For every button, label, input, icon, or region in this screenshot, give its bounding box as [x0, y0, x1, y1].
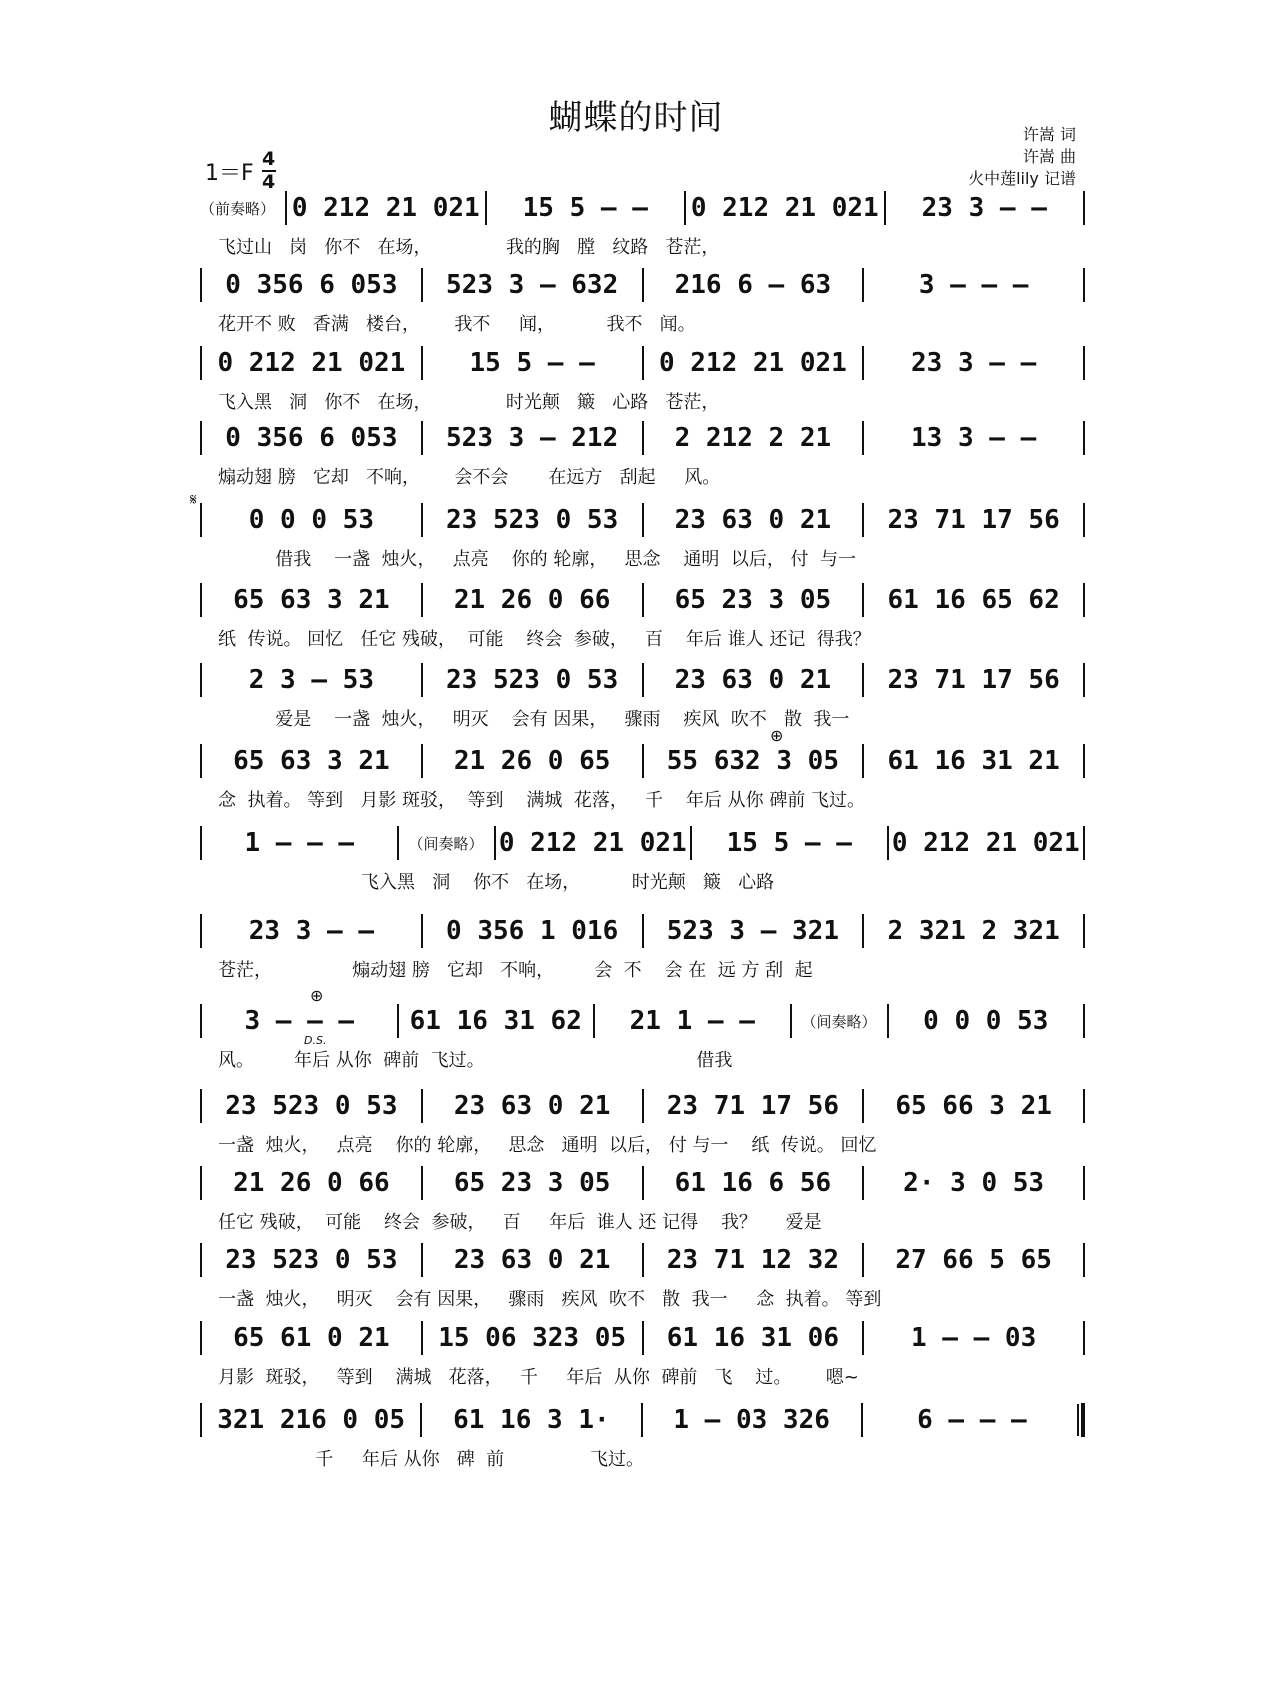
measure: 23 63 0 21 — [674, 505, 832, 535]
score-system — [200, 657, 1085, 737]
lyrics-line: 任它 残破， 可能 终会 参破， 百 年后 谁人 还 记得 我？ 爱是 — [218, 1212, 822, 1233]
measure: 1 – 03 326 — [673, 1405, 830, 1435]
notes-line — [200, 577, 1085, 623]
measure: 0 0 0 53 — [248, 505, 374, 535]
measure: 2 3 – 53 — [248, 665, 374, 695]
measure: 15 06 323 05 — [438, 1323, 627, 1353]
ds-marking: D.S. — [304, 1034, 327, 1047]
measure: 21 26 0 66 — [453, 585, 611, 615]
measure: 13 3 – – — [911, 423, 1037, 453]
meter-top: 4 — [262, 148, 276, 170]
score-system — [200, 820, 1085, 900]
coda-sign: ⊕ — [770, 726, 784, 745]
notes-line — [200, 262, 1085, 308]
measure: 523 3 – 321 — [666, 916, 839, 946]
measure: 1 – – – — [244, 828, 355, 858]
lyrics-line: 月影 斑驳， 等到 满城 花落， 千 年后 从你 碑前 飞 过。 嗯~ — [218, 1367, 859, 1388]
lyricist: 许嵩 词 — [1022, 125, 1076, 144]
measure: 61 16 65 62 — [887, 585, 1060, 615]
lyrics-line: 千 年后 从你 碑 前 飞过。 — [218, 1449, 645, 1470]
measure: 0 212 21 021 — [690, 193, 879, 223]
score-system — [200, 908, 1085, 988]
measure: 3 – – – — [244, 1006, 355, 1036]
score-system — [200, 262, 1085, 342]
measure: 61 16 3 1· — [453, 1405, 610, 1435]
notes-line — [200, 497, 1085, 543]
measure: 23 71 17 56 — [666, 1091, 839, 1121]
measure: 0 212 21 021 — [217, 348, 406, 378]
lyrics-line: 飞入黑 洞 你不 在场， 时光颠 簸 心路 — [218, 872, 775, 893]
measure: 1 – – 03 — [911, 1323, 1037, 1353]
measure: 23 71 17 56 — [887, 665, 1060, 695]
lyrics-line: 花开不 败 香满 楼台， 我不 闻， 我不 闻。 — [218, 314, 696, 335]
measure: 15 5 – – — [469, 348, 595, 378]
measure: 15 5 – – — [726, 828, 852, 858]
meter-bottom: 4 — [262, 171, 276, 193]
measure: 61 16 31 62 — [409, 1006, 582, 1036]
score-system — [200, 497, 1085, 577]
measure: 23 3 – – — [921, 193, 1047, 223]
measure: 21 26 0 65 — [453, 746, 611, 776]
measure: 23 63 0 21 — [453, 1091, 611, 1121]
lyrics-line: 一盏 烛火， 点亮 你的 轮廓， 思念 通明 以后， 付 与一 纸 传说。 回忆 — [218, 1135, 877, 1156]
coda-sign-2: ⊕ — [310, 986, 324, 1005]
lyrics-line: 念 执着。 等到 月影 斑驳， 等到 满城 花落， 千 年后 从你 碑前 飞过。 — [218, 790, 866, 811]
lyrics-line: 爱是 一盏 烛火， 明灭 会有 因果， 骤雨 疾风 吹不 散 我一 — [218, 709, 850, 730]
page-title: 蝴蝶的时间 — [548, 98, 724, 138]
section-note: （间奏略） — [408, 834, 484, 853]
measure: 0 212 21 021 — [658, 348, 847, 378]
notes-line — [200, 908, 1085, 954]
transcriber: 火中莲lily 记谱 — [968, 169, 1076, 188]
measure: 321 216 0 05 — [217, 1405, 406, 1435]
segno-sign: 𝄋 — [190, 490, 197, 509]
measure: 0 356 6 053 — [225, 270, 398, 300]
notes-line — [200, 185, 1085, 231]
credits — [968, 124, 1076, 190]
section-note: （间奏略） — [801, 1012, 877, 1031]
lyrics-line: 苍茫， 煽动翅 膀 它却 不响， 会 不 会 在 远 方 刮 起 — [218, 960, 813, 981]
measure: 0 212 21 021 — [291, 193, 480, 223]
measure: 2 321 2 321 — [887, 916, 1060, 946]
score-system — [200, 577, 1085, 657]
notes-line — [200, 820, 1085, 866]
section-note: （前奏略） — [200, 199, 276, 218]
score-system — [200, 185, 1085, 265]
measure: 23 71 12 32 — [666, 1245, 839, 1275]
measure: 21 1 – – — [629, 1006, 755, 1036]
score-system — [200, 415, 1085, 495]
measure: 523 3 – 212 — [446, 423, 619, 453]
measure: 65 63 3 21 — [233, 585, 390, 615]
measure: 65 61 0 21 — [233, 1323, 390, 1353]
measure: 23 523 0 53 — [446, 505, 619, 535]
lyrics-line: 借我 一盏 烛火， 点亮 你的 轮廓， 思念 通明 以后， 付 与一 — [218, 549, 856, 570]
notes-line — [200, 1397, 1085, 1443]
measure: 23 523 0 53 — [225, 1245, 398, 1275]
score-system — [200, 340, 1085, 420]
notes-line — [200, 1160, 1085, 1206]
measure: 2· 3 0 53 — [903, 1168, 1045, 1198]
measure: 23 63 0 21 — [453, 1245, 611, 1275]
lyrics-line: 飞过山 岗 你不 在场， 我的胸 膛 纹路 苍茫， — [218, 237, 720, 258]
score-system — [200, 1315, 1085, 1395]
notes-line — [200, 998, 1085, 1044]
measure: 15 5 – – — [522, 193, 648, 223]
composer: 许嵩 曲 — [1022, 147, 1076, 166]
measure: 0 0 0 53 — [923, 1006, 1049, 1036]
notes-line — [200, 1237, 1085, 1283]
notes-line — [200, 415, 1085, 461]
measure: 55 632 3 05 — [666, 746, 839, 776]
score-system — [200, 998, 1085, 1078]
measure: 23 523 0 53 — [446, 665, 619, 695]
measure: 27 66 5 65 — [895, 1245, 1052, 1275]
lyrics-line: 煽动翅 膀 它却 不响， 会不会 在远方 刮起 风。 — [218, 467, 721, 488]
lyrics-line: 飞入黑 洞 你不 在场， 时光颠 簸 心路 苍茫， — [218, 392, 720, 413]
measure: 23 3 – – — [911, 348, 1037, 378]
measure: 65 63 3 21 — [233, 746, 390, 776]
measure: 23 3 – – — [248, 916, 374, 946]
score-system — [200, 1397, 1085, 1477]
notes-line — [200, 738, 1085, 784]
measure: 23 63 0 21 — [674, 665, 832, 695]
key-label: 1＝F — [205, 160, 254, 186]
notes-line — [200, 657, 1085, 703]
lyrics-line: 风。 年后 从你 碑前 飞过。 借我 — [218, 1050, 733, 1071]
score-system — [200, 1160, 1085, 1240]
measure: 6 – – – — [917, 1405, 1027, 1435]
measure: 23 523 0 53 — [225, 1091, 398, 1121]
notes-line — [200, 340, 1085, 386]
notes-line — [200, 1083, 1085, 1129]
score-system — [200, 738, 1085, 818]
measure: 523 3 – 632 — [446, 270, 619, 300]
measure: 0 356 6 053 — [225, 423, 398, 453]
score-system — [200, 1083, 1085, 1163]
measure: 23 71 17 56 — [887, 505, 1060, 535]
score-system — [200, 1237, 1085, 1317]
measure: 61 16 31 21 — [887, 746, 1060, 776]
measure: 65 23 3 05 — [453, 1168, 611, 1198]
measure: 3 – – – — [918, 270, 1029, 300]
lyrics-line: 一盏 烛火， 明灭 会有 因果， 骤雨 疾风 吹不 散 我一 念 执着。 等到 — [218, 1289, 882, 1310]
measure: 0 212 21 021 — [891, 828, 1080, 858]
measure: 2 212 2 21 — [674, 423, 832, 453]
notes-line — [200, 1315, 1085, 1361]
measure: 65 66 3 21 — [895, 1091, 1052, 1121]
measure: 216 6 – 63 — [674, 270, 832, 300]
measure: 61 16 6 56 — [674, 1168, 832, 1198]
measure: 21 26 0 66 — [233, 1168, 390, 1198]
lyrics-line: 纸 传说。 回忆 任它 残破， 可能 终会 参破， 百 年后 谁人 还记 得我？ — [218, 629, 871, 650]
measure: 0 212 21 021 — [498, 828, 687, 858]
measure: 61 16 31 06 — [666, 1323, 839, 1353]
measure: 65 23 3 05 — [674, 585, 832, 615]
measure: 0 356 1 016 — [446, 916, 619, 946]
